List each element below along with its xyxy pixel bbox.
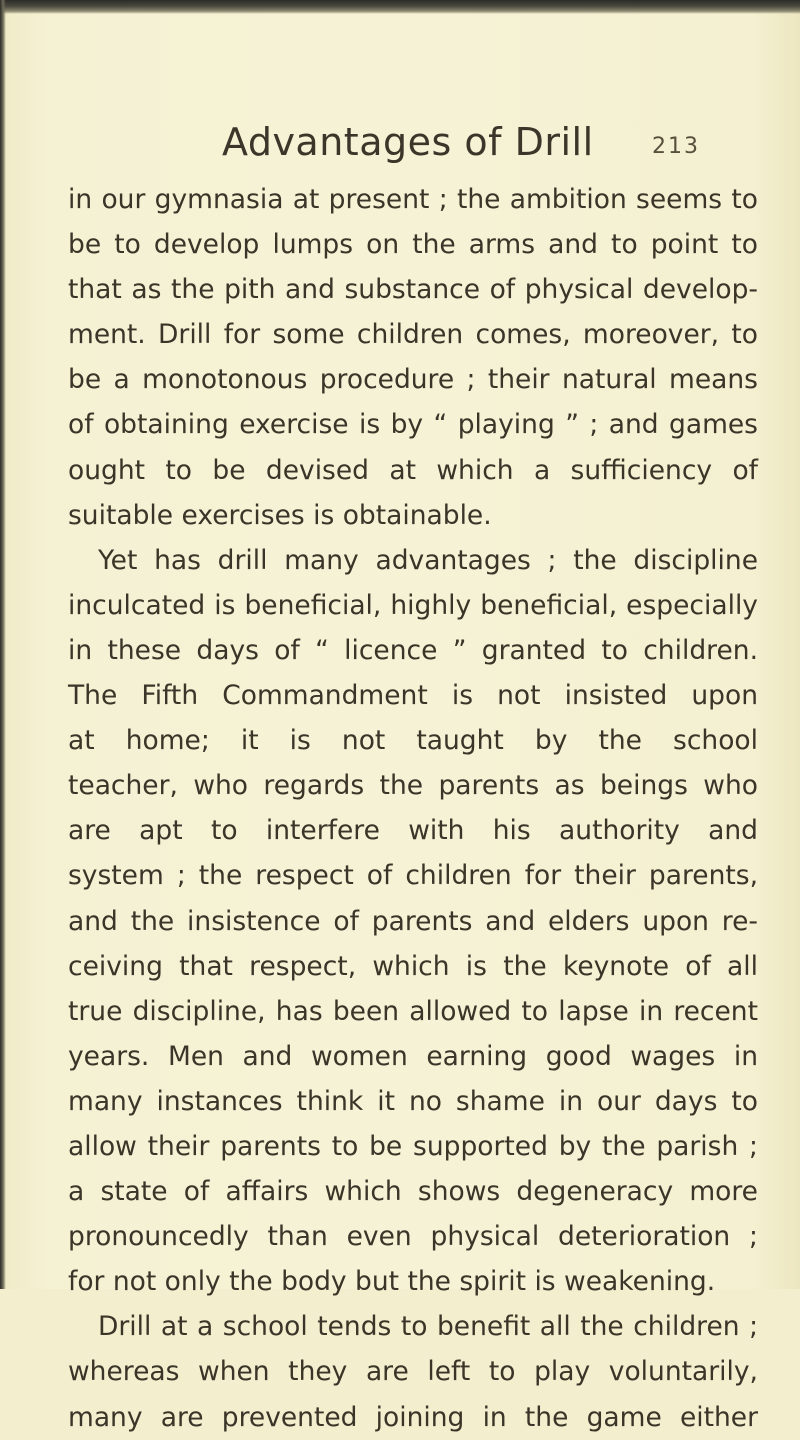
page-top-edge	[0, 0, 800, 14]
text-line: are apt to interfere with his authority and	[68, 815, 758, 847]
text-line: many are prevented joining in the game either	[68, 1401, 758, 1433]
text-line: that as the pith and substance of physical develop-	[68, 274, 758, 306]
text-line: Drill at a school tends to benefit all the children ;	[98, 1311, 758, 1343]
body-text	[68, 177, 758, 1440]
text-line: true discipline, has been allowed to lapse in recent	[68, 995, 758, 1027]
text-line: be a monotonous procedure ; their natural means	[68, 364, 758, 396]
text-line: pronouncedly than even physical deterioration ;	[68, 1221, 758, 1253]
page-number: 213	[652, 134, 700, 159]
text-line: and the insistence of parents and elders upon re-	[68, 905, 758, 937]
text-line: The Fifth Commandment is not insisted upon	[68, 680, 758, 712]
text-line: whereas when they are left to play voluntarily,	[68, 1356, 758, 1388]
running-head	[0, 120, 800, 170]
text-line: many instances think it no shame in our days to	[68, 1085, 758, 1117]
text-line: system ; the respect of children for their parents,	[68, 860, 758, 892]
text-line: teacher, who regards the parents as beings who	[68, 770, 758, 802]
text-line: at home; it is not taught by the school	[68, 725, 758, 757]
text-line: Yet has drill many advantages ; the discipline	[98, 544, 758, 576]
text-line: suitable exercises is obtainable.	[68, 499, 492, 531]
text-line: for not only the body but the spirit is weakening.	[68, 1266, 716, 1298]
text-line: be to develop lumps on the arms and to point to	[68, 229, 758, 261]
running-title: Advantages of Drill	[222, 120, 594, 164]
text-line: in our gymnasia at present ; the ambition seems to	[68, 184, 758, 215]
text-line: years. Men and women earning good wages in	[68, 1040, 758, 1072]
page-left-edge	[0, 0, 6, 1289]
text-line: in these days of “ licence ” granted to children.	[68, 634, 758, 666]
text-line: inculcated is beneficial, highly beneficial, especially	[68, 589, 758, 621]
text-line: ought to be devised at which a sufficiency of	[68, 454, 758, 486]
text-line: a state of affairs which shows degeneracy more	[68, 1176, 758, 1208]
text-line: ment. Drill for some children comes, moreover, to	[68, 319, 758, 351]
text-line: of obtaining exercise is by “ playing ” ; and games	[68, 409, 758, 441]
text-line: ceiving that respect, which is the keynote of all	[68, 950, 758, 982]
text-line: allow their parents to be supported by the parish ;	[68, 1130, 758, 1162]
